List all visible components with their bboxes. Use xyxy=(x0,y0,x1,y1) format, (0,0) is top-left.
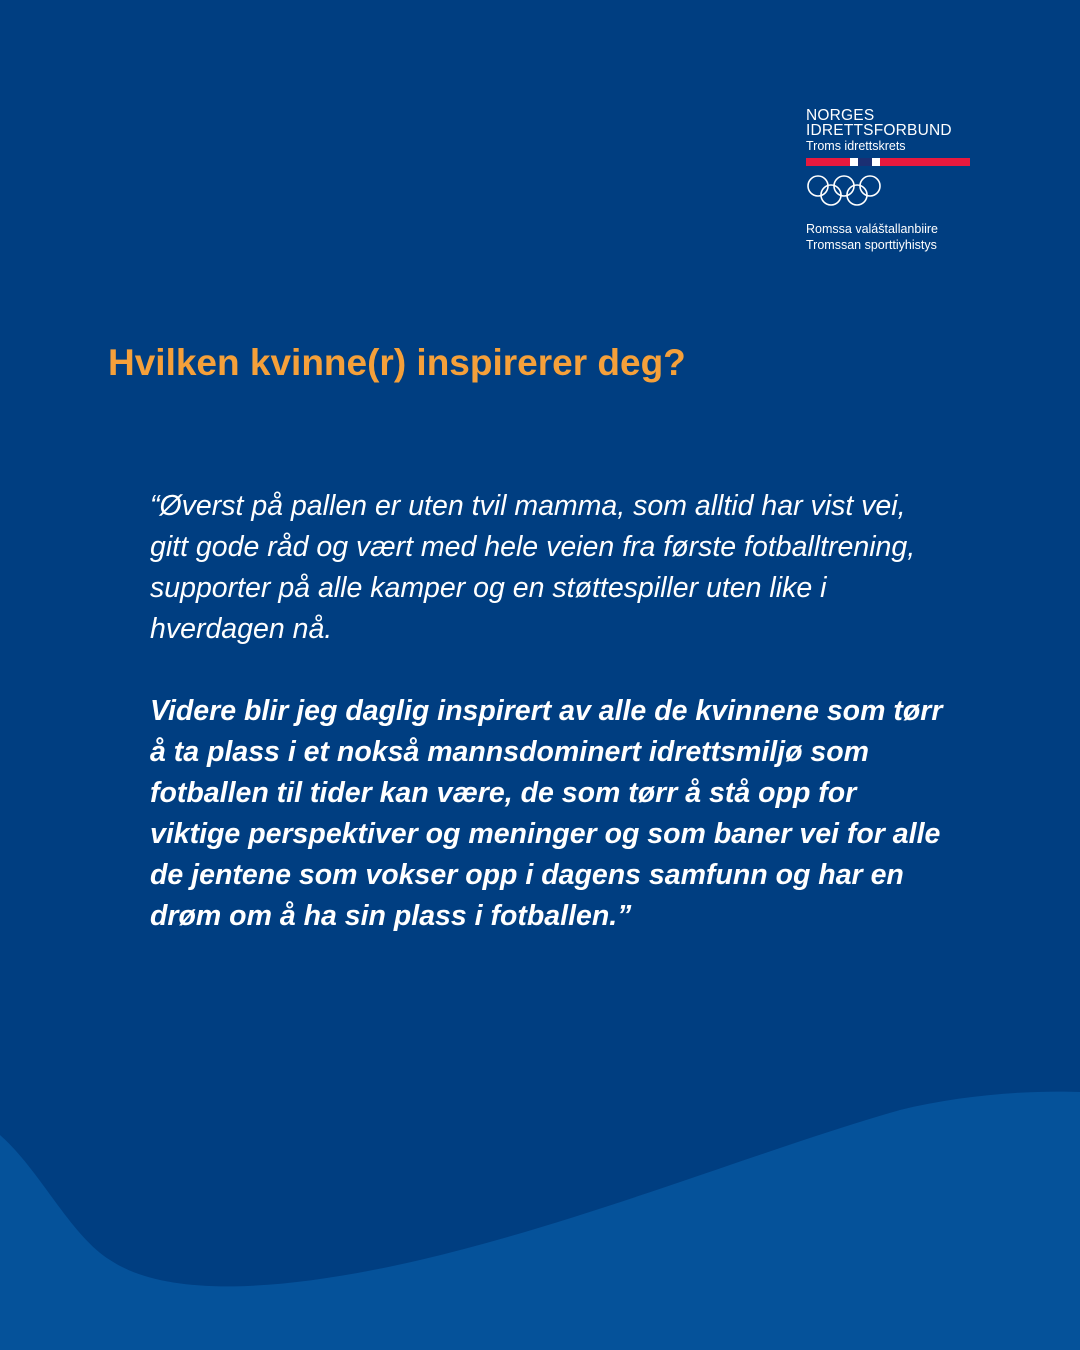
quote-paragraph-1: “Øverst på pallen er uten tvil mamma, som alltid har vist vei, gitt gode råd og vært med hele veien fra første fotballtrening, supporter på alle kamper og en støttespiller uten like i hverdagen nå. xyxy=(150,490,916,645)
question-heading: Hvilken kvinne(r) inspirerer deg? xyxy=(108,342,686,383)
olympic-rings-icon xyxy=(806,174,882,208)
logo-alt-kven: Tromssan sporttiyhistys xyxy=(806,238,937,252)
logo-alt-sami: Romssa valáštallanbiire xyxy=(806,222,939,236)
logo-subtitle: Troms idrettskrets xyxy=(806,139,906,153)
wave-shape xyxy=(0,1092,1080,1350)
norwegian-flag-stripe-icon xyxy=(806,158,970,166)
organization-logo xyxy=(806,107,976,252)
logo-line-norges: NORGES xyxy=(806,107,875,124)
logo-alt-names xyxy=(806,221,938,253)
logo-line-idrettsforbund: IDRETTSFORBUND xyxy=(806,122,952,139)
quote-paragraph-2: Videre blir jeg daglig inspirert av alle de kvinnene som tørr å ta plass i et nokså mannsdominert idrettsmiljø som fotballen til tider kan være, de som tørr å stå opp for viktige perspektiver og meninger og som baner vei for alle de jentene som vokser opp i dagens samfunn og har en drøm om å ha sin plass i fotballen.” xyxy=(150,695,943,932)
